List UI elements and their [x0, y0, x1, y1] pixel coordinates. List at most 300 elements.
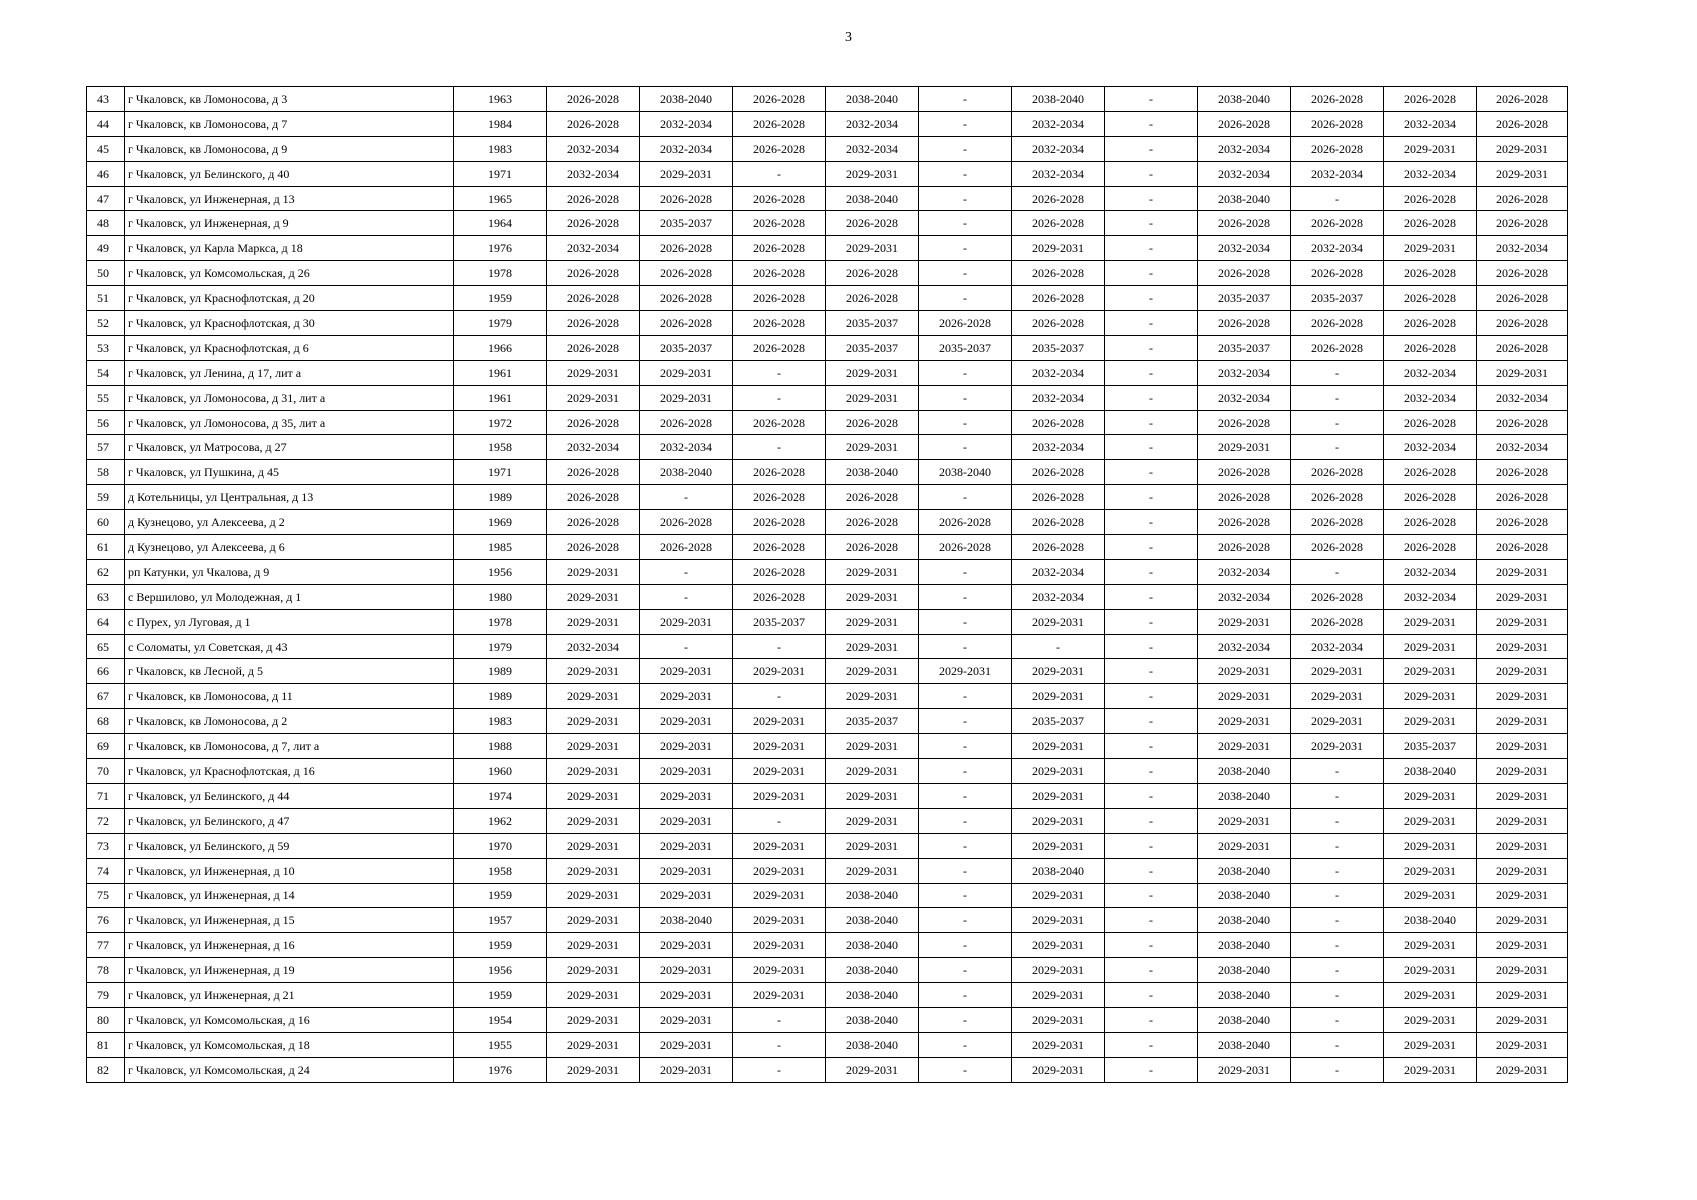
cell-term-col-4: 2026-2028 — [826, 535, 919, 560]
cell-term-col-7: - — [1105, 808, 1198, 833]
cell-term-col-1: 2026-2028 — [547, 211, 640, 236]
cell-term-col-8: 2032-2034 — [1198, 634, 1291, 659]
cell-term-col-8: 2038-2040 — [1198, 983, 1291, 1008]
cell-term-col-8: 2038-2040 — [1198, 759, 1291, 784]
cell-term-col-6: 2032-2034 — [1012, 136, 1105, 161]
cell-row-number: 68 — [87, 709, 125, 734]
cell-term-col-8: 2032-2034 — [1198, 360, 1291, 385]
cell-row-number: 66 — [87, 659, 125, 684]
cell-row-number: 52 — [87, 311, 125, 336]
cell-term-col-6: 2032-2034 — [1012, 385, 1105, 410]
cell-year-built: 1970 — [454, 833, 547, 858]
cell-term-col-5: - — [919, 933, 1012, 958]
cell-term-col-4: 2035-2037 — [826, 709, 919, 734]
cell-term-col-10: 2026-2028 — [1384, 335, 1477, 360]
cell-term-col-7: - — [1105, 759, 1198, 784]
cell-term-col-8: 2026-2028 — [1198, 261, 1291, 286]
cell-row-number: 73 — [87, 833, 125, 858]
cell-year-built: 1978 — [454, 261, 547, 286]
cell-term-col-4: 2038-2040 — [826, 983, 919, 1008]
cell-term-col-2: 2026-2028 — [640, 236, 733, 261]
cell-term-col-10: 2026-2028 — [1384, 460, 1477, 485]
cell-term-col-2: 2026-2028 — [640, 311, 733, 336]
cell-term-col-7: - — [1105, 659, 1198, 684]
cell-year-built: 1961 — [454, 385, 547, 410]
cell-term-col-9: - — [1291, 559, 1384, 584]
cell-term-col-10: 2032-2034 — [1384, 385, 1477, 410]
cell-term-col-4: 2038-2040 — [826, 1032, 919, 1057]
cell-term-col-2: 2038-2040 — [640, 908, 733, 933]
table-row — [87, 559, 1568, 584]
cell-row-number: 82 — [87, 1057, 125, 1082]
cell-row-number: 59 — [87, 485, 125, 510]
cell-term-col-5: - — [919, 958, 1012, 983]
cell-term-col-7: - — [1105, 833, 1198, 858]
cell-term-col-1: 2026-2028 — [547, 335, 640, 360]
cell-address: г Чкаловск, ул Инженерная, д 14 — [125, 883, 454, 908]
cell-term-col-6: 2026-2028 — [1012, 311, 1105, 336]
cell-term-col-10: 2029-2031 — [1384, 858, 1477, 883]
cell-year-built: 1966 — [454, 335, 547, 360]
cell-term-col-2: 2029-2031 — [640, 659, 733, 684]
cell-term-col-7: - — [1105, 311, 1198, 336]
cell-term-col-11: 2029-2031 — [1477, 634, 1568, 659]
cell-term-col-11: 2026-2028 — [1477, 410, 1568, 435]
cell-term-col-7: - — [1105, 236, 1198, 261]
cell-term-col-5: - — [919, 136, 1012, 161]
cell-term-col-1: 2029-2031 — [547, 1007, 640, 1032]
cell-term-col-9: - — [1291, 1057, 1384, 1082]
table-row — [87, 1057, 1568, 1082]
cell-term-col-7: - — [1105, 136, 1198, 161]
cell-term-col-6: 2026-2028 — [1012, 485, 1105, 510]
cell-year-built: 1979 — [454, 311, 547, 336]
cell-term-col-1: 2026-2028 — [547, 535, 640, 560]
cell-year-built: 1972 — [454, 410, 547, 435]
cell-term-col-8: 2026-2028 — [1198, 410, 1291, 435]
cell-term-col-5: - — [919, 709, 1012, 734]
cell-term-col-3: - — [733, 1057, 826, 1082]
cell-term-col-7: - — [1105, 958, 1198, 983]
cell-row-number: 71 — [87, 783, 125, 808]
cell-term-col-5: - — [919, 684, 1012, 709]
cell-term-col-6: 2029-2031 — [1012, 1032, 1105, 1057]
cell-term-col-11: 2029-2031 — [1477, 759, 1568, 784]
cell-term-col-10: 2029-2031 — [1384, 833, 1477, 858]
cell-term-col-5: - — [919, 435, 1012, 460]
cell-term-col-3: 2026-2028 — [733, 410, 826, 435]
cell-term-col-4: 2038-2040 — [826, 958, 919, 983]
cell-term-col-4: 2029-2031 — [826, 609, 919, 634]
cell-term-col-4: 2029-2031 — [826, 833, 919, 858]
cell-term-col-3: 2026-2028 — [733, 186, 826, 211]
cell-term-col-11: 2029-2031 — [1477, 908, 1568, 933]
cell-term-col-5: - — [919, 211, 1012, 236]
cell-term-col-6: 2032-2034 — [1012, 111, 1105, 136]
cell-row-number: 57 — [87, 435, 125, 460]
cell-term-col-1: 2029-2031 — [547, 734, 640, 759]
cell-term-col-1: 2026-2028 — [547, 87, 640, 112]
cell-term-col-8: 2029-2031 — [1198, 435, 1291, 460]
cell-term-col-2: 2029-2031 — [640, 609, 733, 634]
cell-address: г Чкаловск, ул Краснофлотская, д 20 — [125, 286, 454, 311]
cell-term-col-6: 2029-2031 — [1012, 808, 1105, 833]
cell-address: д Кузнецово, ул Алексеева, д 6 — [125, 535, 454, 560]
cell-term-col-1: 2029-2031 — [547, 584, 640, 609]
cell-address: г Чкаловск, ул Белинского, д 40 — [125, 161, 454, 186]
cell-term-col-1: 2029-2031 — [547, 684, 640, 709]
cell-year-built: 1971 — [454, 161, 547, 186]
cell-term-col-4: 2029-2031 — [826, 435, 919, 460]
cell-term-col-9: - — [1291, 410, 1384, 435]
cell-term-col-9: - — [1291, 360, 1384, 385]
cell-address: г Чкаловск, ул Ленина, д 17, лит а — [125, 360, 454, 385]
cell-term-col-1: 2026-2028 — [547, 111, 640, 136]
cell-term-col-3: 2026-2028 — [733, 510, 826, 535]
cell-term-col-9: 2026-2028 — [1291, 311, 1384, 336]
cell-term-col-4: 2038-2040 — [826, 87, 919, 112]
cell-year-built: 1983 — [454, 136, 547, 161]
cell-term-col-1: 2026-2028 — [547, 261, 640, 286]
cell-term-col-11: 2032-2034 — [1477, 435, 1568, 460]
cell-term-col-7: - — [1105, 510, 1198, 535]
cell-row-number: 62 — [87, 559, 125, 584]
table-row — [87, 933, 1568, 958]
cell-term-col-1: 2026-2028 — [547, 485, 640, 510]
cell-term-col-8: 2026-2028 — [1198, 535, 1291, 560]
cell-row-number: 43 — [87, 87, 125, 112]
cell-term-col-8: 2026-2028 — [1198, 211, 1291, 236]
cell-term-col-4: 2029-2031 — [826, 1057, 919, 1082]
cell-term-col-9: - — [1291, 808, 1384, 833]
cell-term-col-4: 2029-2031 — [826, 808, 919, 833]
cell-term-col-6: - — [1012, 634, 1105, 659]
cell-term-col-7: - — [1105, 1057, 1198, 1082]
cell-address: г Чкаловск, ул Краснофлотская, д 6 — [125, 335, 454, 360]
cell-term-col-1: 2029-2031 — [547, 659, 640, 684]
cell-term-col-3: 2026-2028 — [733, 535, 826, 560]
cell-term-col-6: 2029-2031 — [1012, 833, 1105, 858]
cell-term-col-3: 2029-2031 — [733, 933, 826, 958]
cell-term-col-7: - — [1105, 111, 1198, 136]
cell-address: с Вершилово, ул Молодежная, д 1 — [125, 584, 454, 609]
cell-term-col-6: 2029-2031 — [1012, 609, 1105, 634]
cell-term-col-2: 2029-2031 — [640, 858, 733, 883]
cell-row-number: 60 — [87, 510, 125, 535]
table-row — [87, 584, 1568, 609]
cell-term-col-6: 2032-2034 — [1012, 360, 1105, 385]
cell-term-col-2: - — [640, 559, 733, 584]
cell-term-col-2: 2026-2028 — [640, 261, 733, 286]
cell-year-built: 1976 — [454, 1057, 547, 1082]
cell-term-col-9: 2026-2028 — [1291, 535, 1384, 560]
cell-term-col-4: 2029-2031 — [826, 236, 919, 261]
cell-term-col-9: - — [1291, 933, 1384, 958]
cell-term-col-5: - — [919, 783, 1012, 808]
cell-term-col-9: - — [1291, 958, 1384, 983]
cell-term-col-5: - — [919, 584, 1012, 609]
cell-year-built: 1978 — [454, 609, 547, 634]
cell-address: д Кузнецово, ул Алексеева, д 2 — [125, 510, 454, 535]
cell-term-col-4: 2026-2028 — [826, 261, 919, 286]
cell-term-col-7: - — [1105, 983, 1198, 1008]
cell-term-col-1: 2029-2031 — [547, 609, 640, 634]
cell-row-number: 56 — [87, 410, 125, 435]
cell-term-col-9: 2026-2028 — [1291, 609, 1384, 634]
cell-term-col-1: 2029-2031 — [547, 908, 640, 933]
cell-term-col-11: 2029-2031 — [1477, 1057, 1568, 1082]
cell-term-col-7: - — [1105, 783, 1198, 808]
cell-address: г Чкаловск, ул Инженерная, д 19 — [125, 958, 454, 983]
cell-term-col-2: - — [640, 634, 733, 659]
cell-term-col-11: 2029-2031 — [1477, 883, 1568, 908]
cell-address: г Чкаловск, кв Ломоносова, д 7, лит а — [125, 734, 454, 759]
cell-year-built: 1989 — [454, 684, 547, 709]
cell-term-col-9: 2032-2034 — [1291, 236, 1384, 261]
cell-term-col-7: - — [1105, 385, 1198, 410]
cell-term-col-4: 2029-2031 — [826, 783, 919, 808]
cell-term-col-10: 2026-2028 — [1384, 286, 1477, 311]
table-row — [87, 87, 1568, 112]
cell-term-col-7: - — [1105, 584, 1198, 609]
cell-term-col-9: 2035-2037 — [1291, 286, 1384, 311]
cell-term-col-5: 2035-2037 — [919, 335, 1012, 360]
cell-term-col-4: 2029-2031 — [826, 360, 919, 385]
cell-term-col-8: 2029-2031 — [1198, 609, 1291, 634]
cell-year-built: 1963 — [454, 87, 547, 112]
cell-term-col-7: - — [1105, 734, 1198, 759]
cell-term-col-6: 2029-2031 — [1012, 1057, 1105, 1082]
cell-term-col-5: - — [919, 161, 1012, 186]
cell-year-built: 1971 — [454, 460, 547, 485]
cell-term-col-5: - — [919, 559, 1012, 584]
cell-term-col-2: 2035-2037 — [640, 211, 733, 236]
cell-term-col-10: 2029-2031 — [1384, 983, 1477, 1008]
cell-term-col-7: - — [1105, 908, 1198, 933]
cell-term-col-9: 2032-2034 — [1291, 161, 1384, 186]
cell-row-number: 50 — [87, 261, 125, 286]
cell-term-col-5: - — [919, 983, 1012, 1008]
cell-term-col-3: 2026-2028 — [733, 485, 826, 510]
cell-term-col-4: 2032-2034 — [826, 136, 919, 161]
cell-term-col-2: 2032-2034 — [640, 435, 733, 460]
cell-term-col-9: 2026-2028 — [1291, 510, 1384, 535]
repair-schedule-table — [86, 86, 1568, 1083]
cell-term-col-4: 2032-2034 — [826, 111, 919, 136]
cell-term-col-9: - — [1291, 385, 1384, 410]
cell-term-col-7: - — [1105, 1007, 1198, 1032]
cell-address: г Чкаловск, ул Инженерная, д 10 — [125, 858, 454, 883]
cell-term-col-2: 2029-2031 — [640, 808, 733, 833]
cell-term-col-10: 2029-2031 — [1384, 634, 1477, 659]
cell-term-col-9: 2026-2028 — [1291, 87, 1384, 112]
cell-year-built: 1960 — [454, 759, 547, 784]
cell-term-col-2: 2038-2040 — [640, 460, 733, 485]
cell-term-col-8: 2038-2040 — [1198, 186, 1291, 211]
cell-term-col-4: 2029-2031 — [826, 659, 919, 684]
cell-term-col-4: 2029-2031 — [826, 584, 919, 609]
cell-year-built: 1954 — [454, 1007, 547, 1032]
cell-term-col-2: 2029-2031 — [640, 684, 733, 709]
cell-term-col-10: 2026-2028 — [1384, 211, 1477, 236]
cell-address: г Чкаловск, ул Матросова, д 27 — [125, 435, 454, 460]
cell-term-col-7: - — [1105, 335, 1198, 360]
cell-year-built: 1979 — [454, 634, 547, 659]
cell-row-number: 51 — [87, 286, 125, 311]
cell-term-col-2: 2029-2031 — [640, 360, 733, 385]
cell-term-col-1: 2029-2031 — [547, 1032, 640, 1057]
cell-term-col-11: 2029-2031 — [1477, 958, 1568, 983]
cell-term-col-9: 2029-2031 — [1291, 684, 1384, 709]
cell-term-col-4: 2029-2031 — [826, 734, 919, 759]
cell-term-col-10: 2026-2028 — [1384, 485, 1477, 510]
cell-term-col-11: 2026-2028 — [1477, 311, 1568, 336]
cell-term-col-7: - — [1105, 286, 1198, 311]
cell-term-col-11: 2029-2031 — [1477, 360, 1568, 385]
cell-address: рп Катунки, ул Чкалова, д 9 — [125, 559, 454, 584]
cell-term-col-8: 2029-2031 — [1198, 659, 1291, 684]
cell-address: г Чкаловск, ул Краснофлотская, д 30 — [125, 311, 454, 336]
cell-term-col-11: 2026-2028 — [1477, 186, 1568, 211]
cell-term-col-5: - — [919, 236, 1012, 261]
cell-address: с Соломаты, ул Советская, д 43 — [125, 634, 454, 659]
cell-term-col-3: - — [733, 634, 826, 659]
cell-term-col-11: 2026-2028 — [1477, 261, 1568, 286]
cell-term-col-9: - — [1291, 186, 1384, 211]
cell-row-number: 49 — [87, 236, 125, 261]
cell-term-col-5: - — [919, 385, 1012, 410]
cell-year-built: 1956 — [454, 958, 547, 983]
cell-term-col-2: 2029-2031 — [640, 983, 733, 1008]
cell-term-col-8: 2029-2031 — [1198, 833, 1291, 858]
cell-year-built: 1989 — [454, 659, 547, 684]
cell-term-col-5: - — [919, 883, 1012, 908]
cell-term-col-3: - — [733, 161, 826, 186]
cell-row-number: 45 — [87, 136, 125, 161]
cell-term-col-4: 2038-2040 — [826, 883, 919, 908]
cell-term-col-8: 2035-2037 — [1198, 286, 1291, 311]
cell-term-col-1: 2029-2031 — [547, 759, 640, 784]
cell-term-col-10: 2026-2028 — [1384, 535, 1477, 560]
cell-term-col-3: 2029-2031 — [733, 908, 826, 933]
table-row — [87, 609, 1568, 634]
cell-term-col-6: 2026-2028 — [1012, 510, 1105, 535]
cell-term-col-3: - — [733, 1032, 826, 1057]
cell-term-col-10: 2026-2028 — [1384, 510, 1477, 535]
cell-term-col-9: - — [1291, 783, 1384, 808]
cell-address: г Чкаловск, ул Инженерная, д 15 — [125, 908, 454, 933]
cell-term-col-8: 2032-2034 — [1198, 584, 1291, 609]
cell-term-col-2: - — [640, 485, 733, 510]
cell-term-col-5: - — [919, 485, 1012, 510]
cell-term-col-4: 2026-2028 — [826, 510, 919, 535]
cell-term-col-3: - — [733, 385, 826, 410]
cell-term-col-3: 2029-2031 — [733, 759, 826, 784]
cell-year-built: 1958 — [454, 435, 547, 460]
cell-address: г Чкаловск, ул Комсомольская, д 26 — [125, 261, 454, 286]
cell-term-col-11: 2026-2028 — [1477, 211, 1568, 236]
cell-term-col-1: 2026-2028 — [547, 460, 640, 485]
cell-term-col-10: 2029-2031 — [1384, 783, 1477, 808]
cell-address: г Чкаловск, кв Лесной, д 5 — [125, 659, 454, 684]
table-row — [87, 734, 1568, 759]
cell-term-col-3: - — [733, 1007, 826, 1032]
cell-address: г Чкаловск, кв Ломоносова, д 7 — [125, 111, 454, 136]
cell-term-col-3: 2029-2031 — [733, 659, 826, 684]
cell-term-col-10: 2032-2034 — [1384, 435, 1477, 460]
cell-term-col-2: 2026-2028 — [640, 535, 733, 560]
cell-term-col-4: 2029-2031 — [826, 385, 919, 410]
table-row — [87, 186, 1568, 211]
cell-term-col-9: 2026-2028 — [1291, 136, 1384, 161]
cell-term-col-8: 2038-2040 — [1198, 883, 1291, 908]
cell-term-col-5: - — [919, 111, 1012, 136]
cell-term-col-9: 2032-2034 — [1291, 634, 1384, 659]
cell-term-col-9: - — [1291, 883, 1384, 908]
cell-term-col-1: 2032-2034 — [547, 435, 640, 460]
cell-term-col-1: 2029-2031 — [547, 783, 640, 808]
cell-term-col-7: - — [1105, 161, 1198, 186]
cell-term-col-8: 2035-2037 — [1198, 335, 1291, 360]
cell-year-built: 1983 — [454, 709, 547, 734]
cell-row-number: 79 — [87, 983, 125, 1008]
cell-term-col-6: 2026-2028 — [1012, 286, 1105, 311]
cell-term-col-7: - — [1105, 87, 1198, 112]
cell-term-col-6: 2029-2031 — [1012, 983, 1105, 1008]
cell-term-col-3: - — [733, 435, 826, 460]
cell-address: г Чкаловск, ул Ломоносова, д 31, лит а — [125, 385, 454, 410]
cell-term-col-10: 2032-2034 — [1384, 559, 1477, 584]
cell-year-built: 1964 — [454, 211, 547, 236]
cell-term-col-3: 2026-2028 — [733, 559, 826, 584]
cell-row-number: 53 — [87, 335, 125, 360]
cell-term-col-4: 2026-2028 — [826, 410, 919, 435]
cell-term-col-2: 2038-2040 — [640, 87, 733, 112]
cell-row-number: 58 — [87, 460, 125, 485]
table-row — [87, 634, 1568, 659]
cell-term-col-7: - — [1105, 435, 1198, 460]
cell-address: г Чкаловск, ул Ломоносова, д 35, лит а — [125, 410, 454, 435]
cell-address: г Чкаловск, ул Инженерная, д 21 — [125, 983, 454, 1008]
cell-term-col-11: 2029-2031 — [1477, 161, 1568, 186]
cell-term-col-1: 2032-2034 — [547, 136, 640, 161]
cell-term-col-1: 2029-2031 — [547, 958, 640, 983]
cell-term-col-10: 2038-2040 — [1384, 908, 1477, 933]
cell-term-col-2: 2029-2031 — [640, 385, 733, 410]
cell-term-col-7: - — [1105, 609, 1198, 634]
cell-term-col-9: - — [1291, 983, 1384, 1008]
table-row — [87, 783, 1568, 808]
cell-term-col-11: 2026-2028 — [1477, 87, 1568, 112]
cell-term-col-2: 2026-2028 — [640, 186, 733, 211]
cell-term-col-10: 2029-2031 — [1384, 808, 1477, 833]
cell-term-col-3: 2026-2028 — [733, 584, 826, 609]
cell-term-col-4: 2029-2031 — [826, 634, 919, 659]
cell-term-col-2: 2029-2031 — [640, 1007, 733, 1032]
cell-term-col-10: 2026-2028 — [1384, 311, 1477, 336]
cell-term-col-8: 2026-2028 — [1198, 460, 1291, 485]
cell-term-col-8: 2029-2031 — [1198, 808, 1291, 833]
cell-term-col-6: 2026-2028 — [1012, 460, 1105, 485]
cell-term-col-8: 2032-2034 — [1198, 161, 1291, 186]
cell-year-built: 1959 — [454, 883, 547, 908]
cell-term-col-10: 2029-2031 — [1384, 1007, 1477, 1032]
cell-term-col-8: 2038-2040 — [1198, 858, 1291, 883]
cell-term-col-5: - — [919, 908, 1012, 933]
cell-term-col-3: 2029-2031 — [733, 709, 826, 734]
cell-term-col-8: 2032-2034 — [1198, 136, 1291, 161]
cell-term-col-6: 2032-2034 — [1012, 584, 1105, 609]
